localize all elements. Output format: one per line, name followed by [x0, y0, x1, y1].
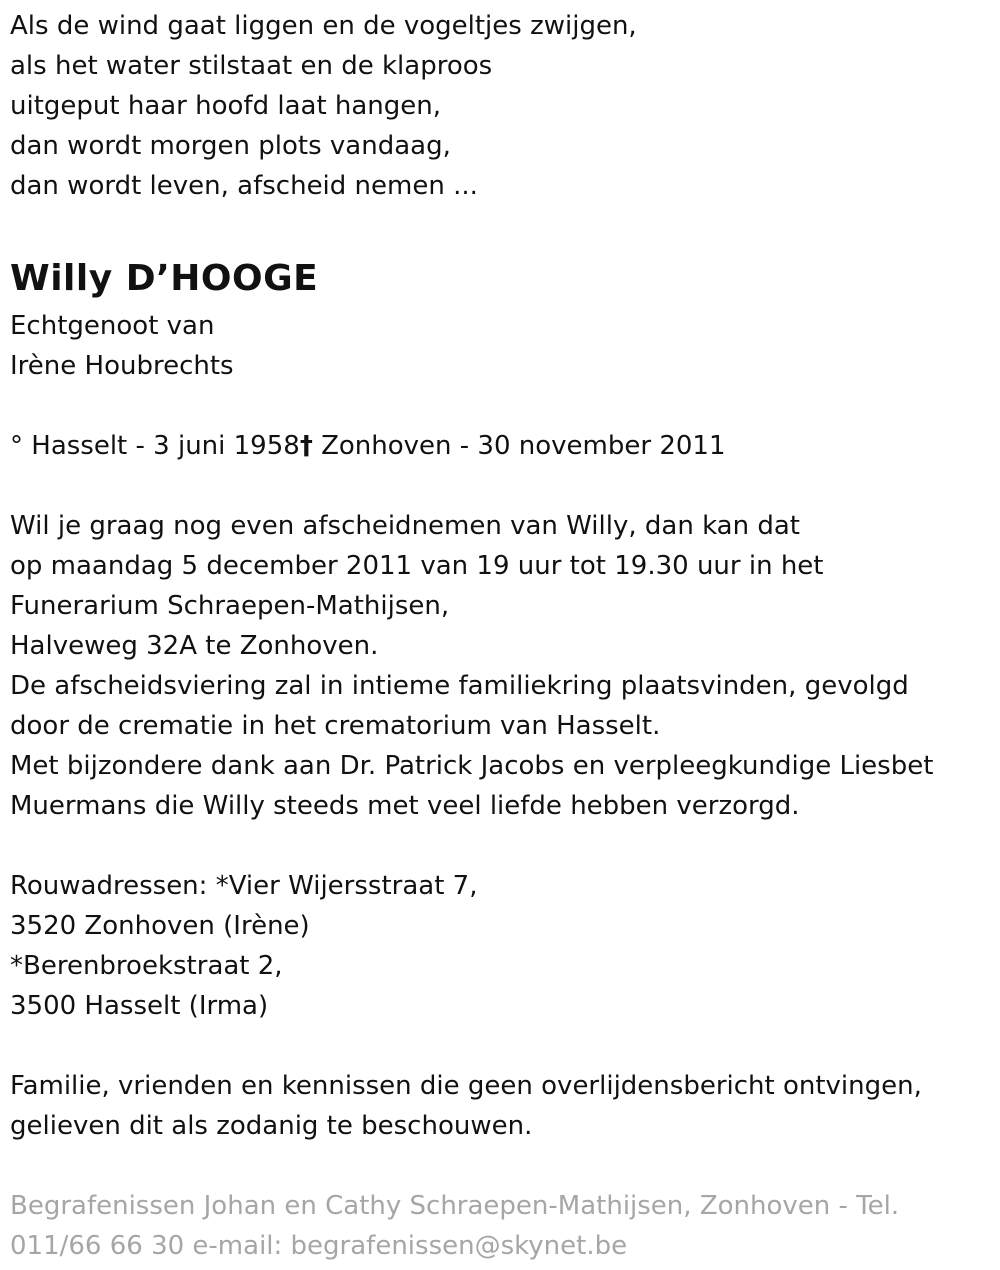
notice-line: Familie, vrienden en kennissen die geen overlijdensbericht ontvingen,: [10, 1071, 922, 1101]
announcement-line: op maandag 5 december 2011 van 19 uur tot 19.30 uur in het: [10, 551, 824, 581]
mourning-addresses: [10, 866, 990, 1026]
address-line: 3520 Zonhoven (Irène): [10, 911, 310, 941]
poem-line: dan wordt leven, afscheid nemen ...: [10, 171, 478, 201]
spacer: [10, 1146, 990, 1186]
address-line: *Berenbroekstraat 2,: [10, 951, 283, 981]
notice-line: gelieven dit als zodanig te beschouwen.: [10, 1111, 533, 1141]
address-line: 3500 Hasselt (Irma): [10, 991, 269, 1021]
poem-line: als het water stilstaat en de klaproos: [10, 51, 493, 81]
funeral-home-footer: [10, 1186, 990, 1266]
spouse-name: Irène Houbrechts: [10, 351, 234, 381]
notice: [10, 1066, 990, 1146]
poem-line: uitgeput haar hoofd laat hangen,: [10, 91, 442, 121]
announcement-line: Funerarium Schraepen-Mathijsen,: [10, 591, 450, 621]
announcement-line: Muermans die Willy steeds met veel liefde hebben verzorgd.: [10, 791, 800, 821]
announcement-line: De afscheidsviering zal in intieme familiekring plaatsvinden, gevolgd: [10, 671, 909, 701]
deceased-name: Willy D’HOOGE: [10, 258, 319, 299]
relation-line: Echtgenoot van: [10, 311, 215, 341]
deceased-block: [10, 252, 990, 386]
announcement-line: Halveweg 32A te Zonhoven.: [10, 631, 379, 661]
announcement-line: Met bijzondere dank aan Dr. Patrick Jacobs en verpleegkundige Liesbet: [10, 751, 934, 781]
footer-line: Begrafenissen Johan en Cathy Schraepen-Mathijsen, Zonhoven - Tel.: [10, 1191, 900, 1221]
death-date: Zonhoven - 30 november 2011: [312, 431, 726, 461]
spacer: [10, 1026, 990, 1066]
life-dates: [10, 426, 990, 466]
spacer: [10, 826, 990, 866]
spacer: [10, 206, 990, 252]
poem-line: dan wordt morgen plots vandaag,: [10, 131, 451, 161]
birth-date: ° Hasselt - 3 juni 1958: [10, 431, 300, 461]
footer-line: 011/66 66 30 e-mail: begrafenissen@skynet.be: [10, 1231, 628, 1261]
announcement-line: Wil je graag nog even afscheidnemen van Willy, dan kan dat: [10, 511, 800, 541]
address-line: Rouwadressen: *Vier Wijersstraat 7,: [10, 871, 478, 901]
obituary-page: [10, 6, 990, 1266]
poem: [10, 6, 990, 206]
announcement: [10, 506, 990, 826]
cross-icon: †: [299, 431, 313, 461]
poem-line: Als de wind gaat liggen en de vogeltjes zwijgen,: [10, 11, 637, 41]
spacer: [10, 466, 990, 506]
spacer: [10, 386, 990, 426]
announcement-line: door de crematie in het crematorium van Hasselt.: [10, 711, 661, 741]
